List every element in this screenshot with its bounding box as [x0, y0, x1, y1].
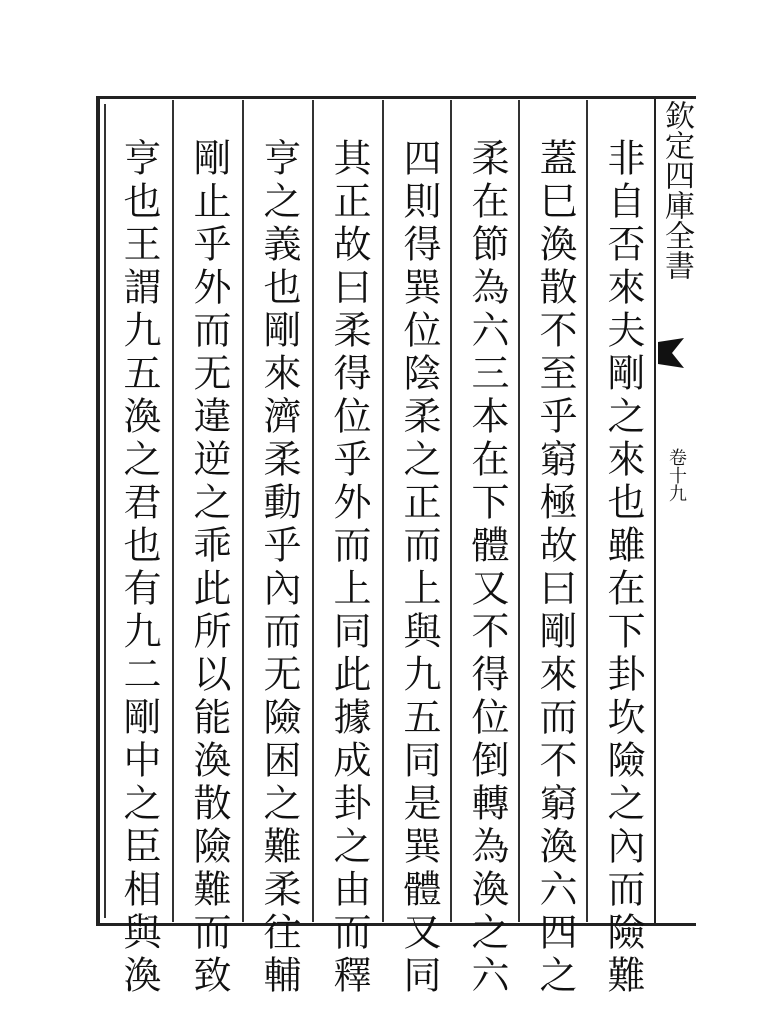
text-column: 蓋巳渙散不至乎窮極故曰剛來而不窮渙六四之: [533, 138, 577, 998]
text-column: 亨之義也剛來濟柔動乎內而无險困之難柔往輔: [257, 138, 301, 998]
text-column: 非自否來夫剛之來也雖在下卦坎險之內而險難: [601, 138, 645, 998]
text-column: 亨也王謂九五渙之君也有九二剛中之臣相與渙: [117, 138, 161, 998]
column-rule: [312, 100, 314, 922]
column-rule: [172, 100, 174, 922]
text-column: 剛止乎外而无違逆之乖此所以能渙散險難而致: [187, 138, 231, 998]
column-rule: [382, 100, 384, 922]
volume-label: 卷十九: [666, 448, 687, 502]
inner-border-rule: [104, 104, 106, 918]
fish-tail-mark-icon: [658, 338, 684, 368]
column-rule: [450, 100, 452, 922]
column-rule: [518, 100, 520, 922]
column-rule: [242, 100, 244, 922]
column-rule: [586, 100, 588, 922]
margin-title: 欽定四庫全書: [659, 100, 694, 280]
text-column: 四則得巽位陰柔之正而上與九五同是巽體又同: [397, 138, 441, 998]
text-column: 其正故曰柔得位乎外而上同此據成卦之由而釋: [327, 138, 371, 998]
text-column: 柔在節為六三本在下體又不得位倒轉為渙之六: [465, 138, 509, 998]
